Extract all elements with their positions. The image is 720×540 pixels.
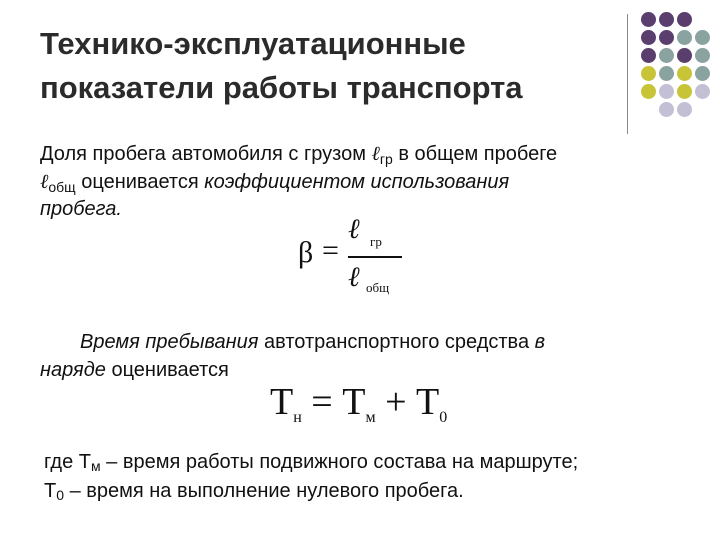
slide-title	[40, 22, 610, 110]
dot	[641, 30, 656, 45]
title-line-1: Технико-эксплуатационные	[40, 26, 466, 61]
dot	[641, 84, 656, 99]
text: – время работы подвижного состава на маршруте;	[100, 451, 579, 473]
paragraph-time-in-service	[40, 328, 690, 384]
equals-sign: =	[322, 234, 339, 267]
dot	[695, 84, 710, 99]
subscript-obsh: общ	[48, 179, 76, 195]
text: автотранспортного средства	[258, 331, 535, 353]
text: – время на выполнение нулевого пробега.	[64, 480, 464, 502]
dot	[677, 48, 692, 63]
numerator-subscript: гр	[370, 234, 382, 249]
dot	[677, 84, 692, 99]
subscript-gr: гр	[379, 151, 393, 167]
italic-term: коэффициентом использования	[204, 171, 510, 193]
dot	[659, 12, 674, 27]
l-symbol: ℓ	[371, 141, 380, 165]
dot	[659, 66, 674, 81]
text: в общем пробеге	[392, 143, 558, 165]
dot	[677, 66, 692, 81]
subscript-m: м	[365, 409, 376, 426]
decorative-dots	[639, 12, 719, 122]
italic-term: пробега.	[40, 198, 122, 220]
divider-line	[627, 14, 628, 134]
subscript-0: 0	[439, 409, 448, 426]
italic-term: Время пребывания	[80, 331, 259, 353]
dot	[677, 12, 692, 27]
text: Т	[44, 480, 57, 502]
dot	[659, 30, 674, 45]
plus-sign: +	[375, 381, 416, 423]
dot	[641, 48, 656, 63]
dot	[659, 48, 674, 63]
italic-term: наряде	[40, 359, 106, 381]
symbol-T: T	[270, 381, 294, 423]
dot	[677, 102, 692, 117]
text: Доля пробега автомобиля с грузом	[40, 143, 372, 165]
formula-beta	[288, 212, 418, 298]
subscript-0: 0	[56, 487, 65, 503]
equals-sign: =	[301, 381, 343, 423]
symbol-T: T	[416, 381, 440, 423]
fraction-bar	[348, 256, 402, 258]
paragraph-definitions	[44, 448, 704, 506]
beta-symbol: β	[298, 236, 314, 269]
dot	[677, 30, 692, 45]
dot	[695, 66, 710, 81]
subscript-m: м	[90, 458, 101, 474]
dot	[641, 12, 656, 27]
symbol-T: T	[342, 381, 366, 423]
denominator-symbol: ℓ	[348, 260, 360, 293]
text: где Т	[44, 451, 91, 473]
formula-time	[270, 380, 470, 424]
dot	[641, 66, 656, 81]
title-line-2: показатели работы транспорта	[40, 70, 523, 105]
text: оценивается	[75, 171, 205, 193]
text: оценивается	[105, 359, 229, 381]
l-symbol: ℓ	[40, 169, 49, 193]
dot	[695, 30, 710, 45]
paragraph-mileage-ratio	[40, 140, 690, 222]
subscript-n: н	[293, 409, 302, 426]
dot	[659, 102, 674, 117]
dot	[659, 84, 674, 99]
dot	[695, 48, 710, 63]
italic-term: в	[534, 331, 546, 353]
denominator-subscript: общ	[366, 280, 390, 295]
numerator-symbol: ℓ	[348, 212, 360, 245]
